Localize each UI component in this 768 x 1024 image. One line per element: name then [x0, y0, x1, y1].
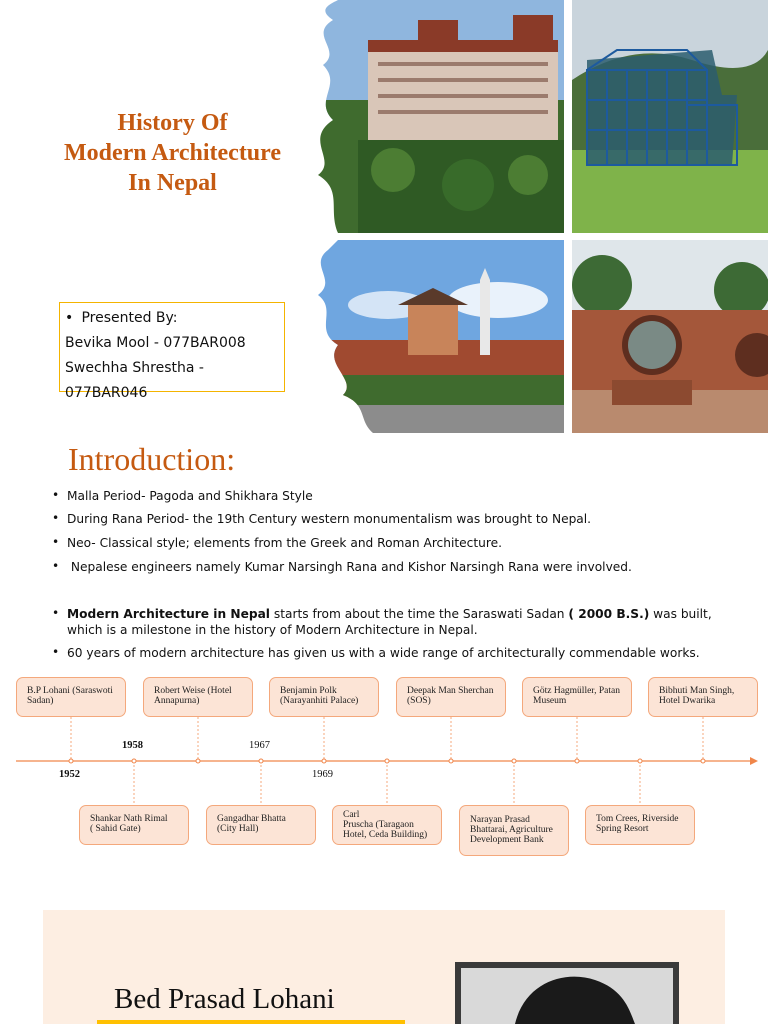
presenter-name: Bevika Mool - 077BAR008	[65, 335, 246, 351]
presenters-box	[59, 302, 285, 401]
presenter-name: Swechha Shrestha - 077BAR046	[65, 360, 204, 401]
timeline-year: 1958	[122, 740, 143, 751]
timeline-entry: Götz Hagmüller, Patan Museum	[522, 677, 632, 717]
heading-underline	[97, 1020, 405, 1024]
portrait-photo	[455, 962, 679, 1024]
timeline-year: 1969	[312, 769, 333, 780]
presenters-heading: • Presented By:	[65, 310, 178, 326]
monument-photo	[298, 240, 564, 433]
timeline-year: 1952	[59, 769, 80, 780]
timeline-entry: Tom Crees, Riverside Spring Resort	[585, 805, 695, 845]
glasshouse-photo	[572, 0, 768, 233]
timeline-entry: Carl Pruscha (Taragaon Hotel, Ceda Building)	[332, 805, 442, 845]
hotel-photo	[298, 0, 564, 233]
timeline-entry: B.P Lohani (Saraswoti Sadan)	[16, 677, 126, 717]
document-title	[30, 108, 315, 198]
timeline-entry: Robert Weise (Hotel Annapurna)	[143, 677, 253, 717]
brick-building-photo	[572, 240, 768, 433]
timeline-entry: Benjamin Polk (Narayanhiti Palace)	[269, 677, 379, 717]
timeline-entry: Shankar Nath Rimal ( Sahid Gate)	[79, 805, 189, 845]
timeline-year: 1967	[249, 740, 270, 751]
title-line-3: In Nepal	[128, 170, 217, 196]
timeline-entry: Narayan Prasad Bhattarai, Agriculture Development Bank	[459, 805, 569, 856]
section-heading: Bed Prasad Lohani	[114, 983, 335, 1015]
title-line-2: Modern Architecture	[63, 140, 282, 166]
introduction-heading: Introduction:	[68, 441, 236, 477]
timeline-entry: Gangadhar Bhatta (City Hall)	[206, 805, 316, 845]
timeline-entry: Bibhuti Man Singh, Hotel Dwarika	[648, 677, 758, 717]
timeline-entry: Deepak Man Sherchan (SOS)	[396, 677, 506, 717]
title-line-1: History Of	[117, 110, 228, 136]
